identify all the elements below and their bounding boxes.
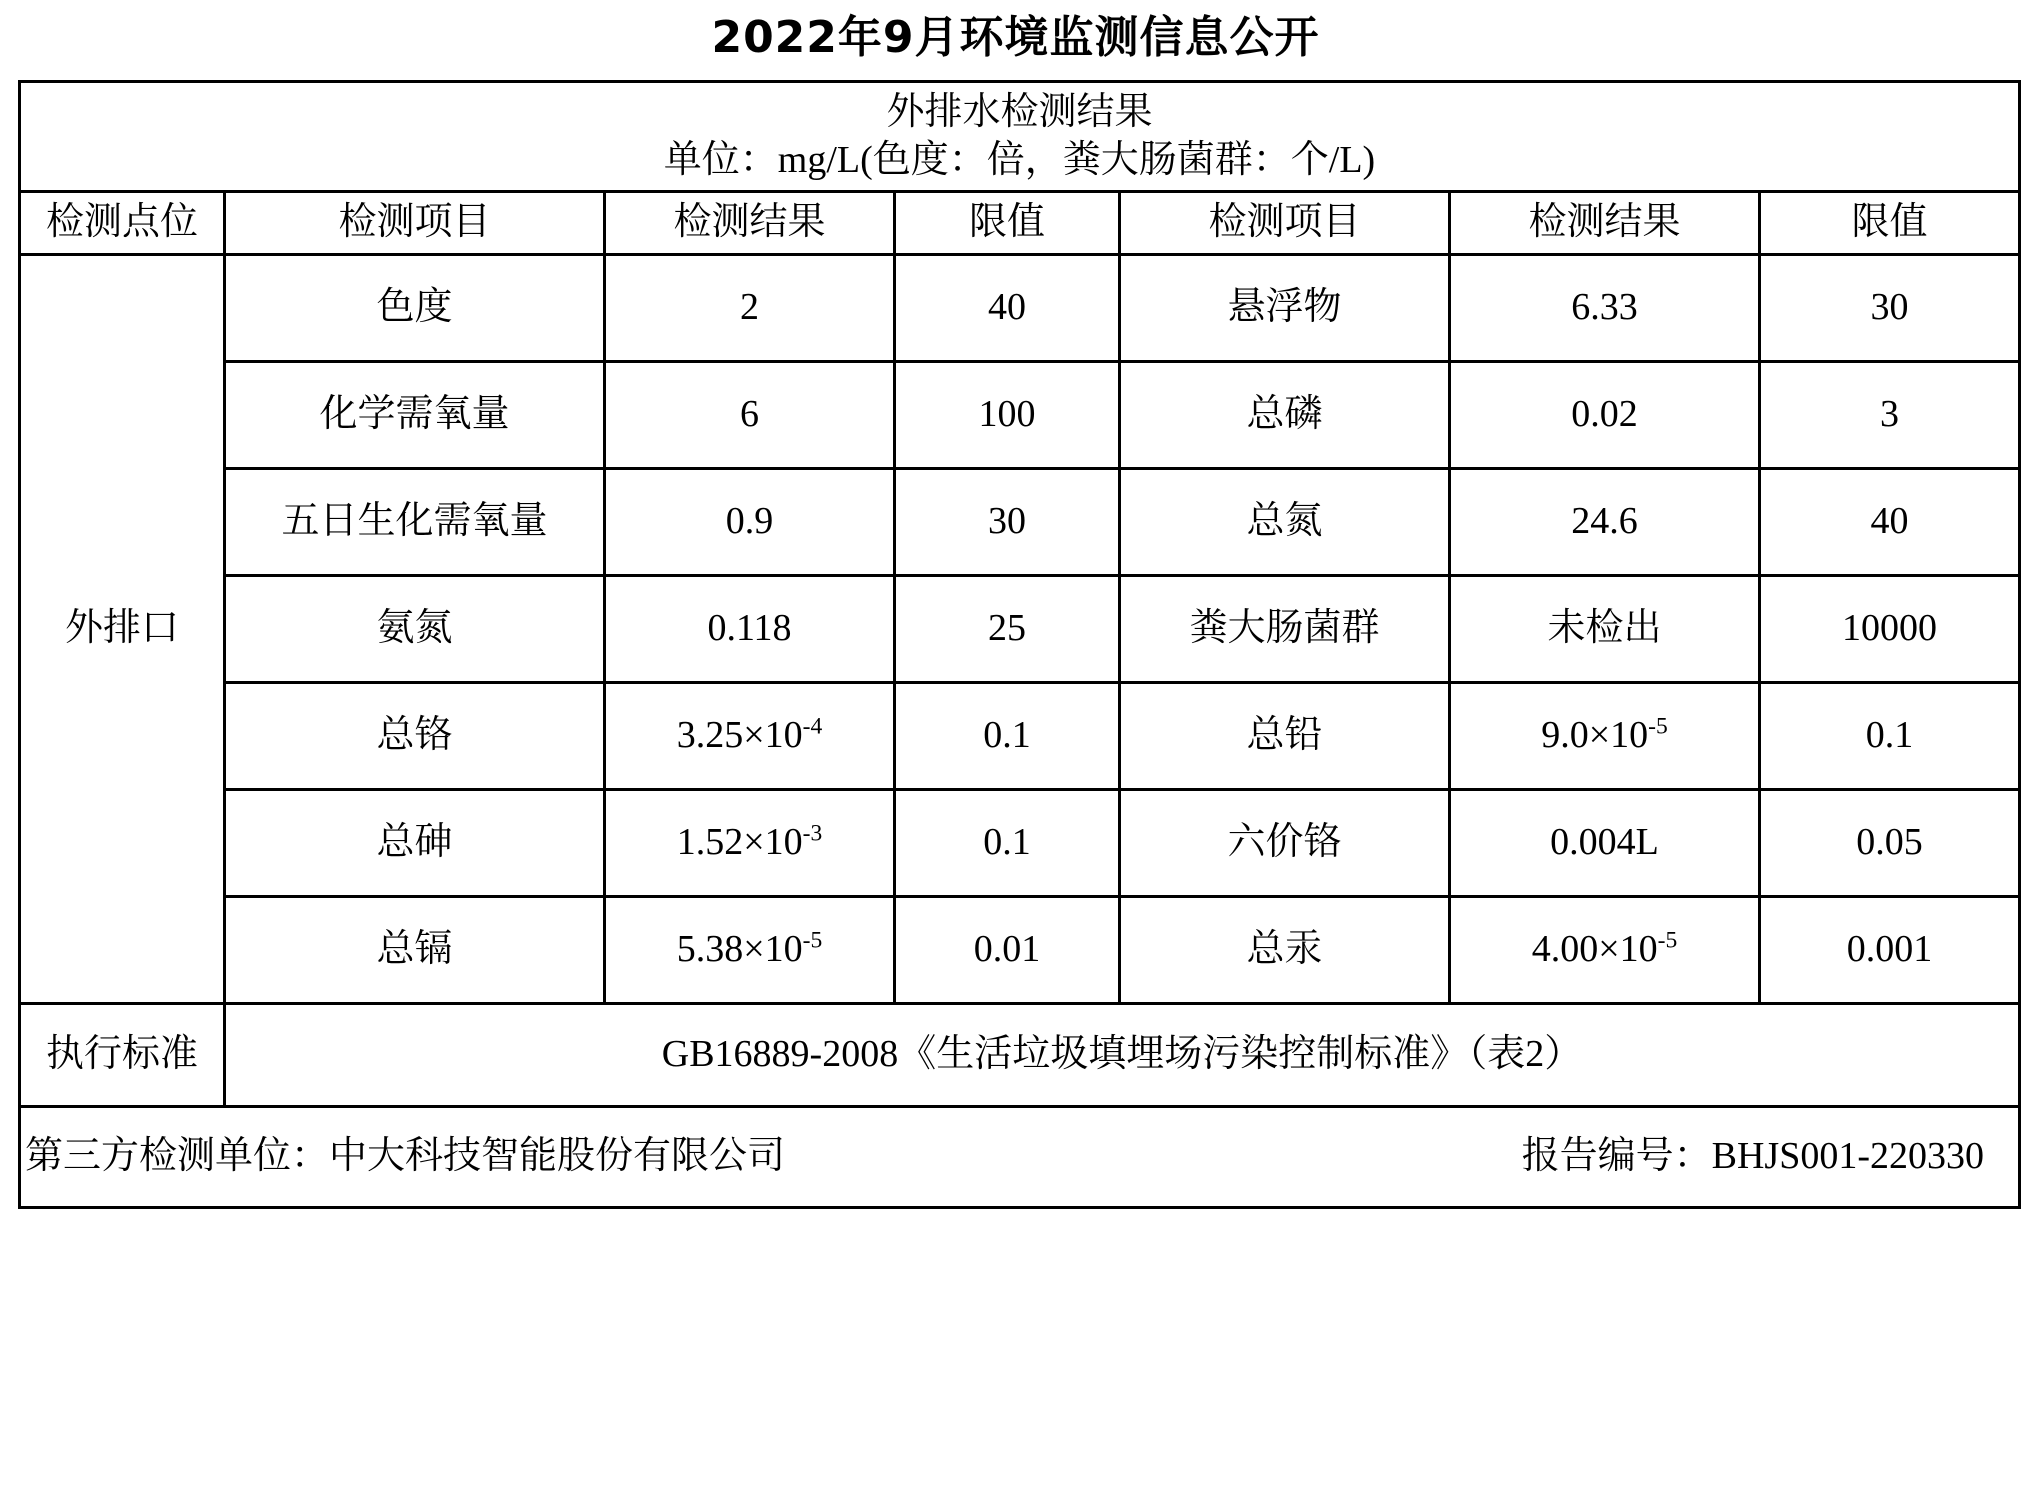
cell-limit-2: 0.05: [1760, 789, 2020, 896]
table-caption-cell: [20, 82, 2020, 192]
column-header-limit-1: 限值: [895, 192, 1120, 255]
environmental-monitoring-table: [18, 80, 2021, 1209]
standard-row: [20, 1003, 2020, 1106]
table-row: [20, 896, 2020, 1003]
table-row: [20, 468, 2020, 575]
cell-result-1: 2: [605, 254, 895, 361]
cell-result-1: 0.118: [605, 575, 895, 682]
cell-item-2: 总汞: [1120, 896, 1450, 1003]
table-header-row: [20, 192, 2020, 255]
cell-limit-1: 25: [895, 575, 1120, 682]
column-header-item-2: 检测项目: [1120, 192, 1450, 255]
result-exponent: -3: [802, 820, 823, 847]
table-row: [20, 254, 2020, 361]
table-row: [20, 361, 2020, 468]
column-header-result-1: 检测结果: [605, 192, 895, 255]
caption-line-1: 外排水检测结果: [886, 91, 1153, 134]
cell-result-1: 0.9: [605, 468, 895, 575]
cell-result-2: [1450, 682, 1760, 789]
result-exponent: -5: [1648, 713, 1668, 740]
table-row: [20, 575, 2020, 682]
result-exponent: -4: [802, 713, 823, 740]
cell-result-2: [1450, 896, 1760, 1003]
footer-row: [20, 1106, 2020, 1207]
cell-item-1: 总砷: [225, 789, 605, 896]
table-row: [20, 682, 2020, 789]
cell-item-2: 总磷: [1120, 361, 1450, 468]
cell-result-2: 未检出: [1450, 575, 1760, 682]
result-base: 3.25×10: [676, 714, 803, 757]
cell-limit-2: 10000: [1760, 575, 2020, 682]
cell-item-1: 总镉: [225, 896, 605, 1003]
cell-limit-1: 30: [895, 468, 1120, 575]
cell-item-2: 总氮: [1120, 468, 1450, 575]
cell-item-1: 色度: [225, 254, 605, 361]
cell-result-2: 0.004L: [1450, 789, 1760, 896]
standard-value: GB16889-2008《生活垃圾填埋场污染控制标准》（表2）: [225, 1003, 2020, 1106]
page-title: 2022年9月环境监测信息公开: [711, 12, 1320, 63]
standard-label: 执行标准: [20, 1003, 225, 1106]
cell-result-1: [605, 682, 895, 789]
cell-item-2: 六价铬: [1120, 789, 1450, 896]
cell-item-2: 悬浮物: [1120, 254, 1450, 361]
third-party-lab: 第三方检测单位：中大科技智能股份有限公司: [25, 1135, 786, 1178]
cell-result-1: [605, 896, 895, 1003]
cell-item-1: 化学需氧量: [225, 361, 605, 468]
cell-result-2: 0.02: [1450, 361, 1760, 468]
result-exponent: -5: [1657, 927, 1678, 954]
column-header-item-1: 检测项目: [225, 192, 605, 255]
column-header-result-2: 检测结果: [1450, 192, 1760, 255]
result-exponent: -5: [802, 927, 823, 954]
cell-limit-1: 0.1: [895, 682, 1120, 789]
caption-line-2: 单位：mg/L(色度：倍，粪大肠菌群：个/L): [663, 138, 1376, 181]
cell-limit-1: 0.01: [895, 896, 1120, 1003]
cell-result-2: 6.33: [1450, 254, 1760, 361]
cell-item-1: 氨氮: [225, 575, 605, 682]
column-header-limit-2: 限值: [1760, 192, 2020, 255]
table-row: [20, 789, 2020, 896]
column-header-point: 检测点位: [20, 192, 225, 255]
cell-limit-2: 3: [1760, 361, 2020, 468]
monitoring-point-cell: 外排口: [20, 254, 225, 1003]
result-base: 5.38×10: [676, 928, 803, 971]
result-base: 4.00×10: [1531, 928, 1658, 971]
cell-item-2: 粪大肠菌群: [1120, 575, 1450, 682]
cell-item-1: 五日生化需氧量: [225, 468, 605, 575]
cell-limit-2: 30: [1760, 254, 2020, 361]
cell-limit-2: 0.1: [1760, 682, 2020, 789]
result-base: 9.0×10: [1541, 714, 1649, 757]
result-base: 1.52×10: [676, 821, 803, 864]
cell-item-2: 总铅: [1120, 682, 1450, 789]
cell-limit-2: 40: [1760, 468, 2020, 575]
cell-item-1: 总铬: [225, 682, 605, 789]
cell-limit-1: 0.1: [895, 789, 1120, 896]
footer-cell: [20, 1106, 2020, 1207]
report-number: 报告编号：BHJS001-220330: [1521, 1135, 1984, 1178]
cell-limit-1: 40: [895, 254, 1120, 361]
cell-limit-1: 100: [895, 361, 1120, 468]
table-caption-row: [20, 82, 2020, 192]
cell-result-1: [605, 789, 895, 896]
cell-limit-2: 0.001: [1760, 896, 2020, 1003]
cell-result-1: 6: [605, 361, 895, 468]
cell-result-2: 24.6: [1450, 468, 1760, 575]
